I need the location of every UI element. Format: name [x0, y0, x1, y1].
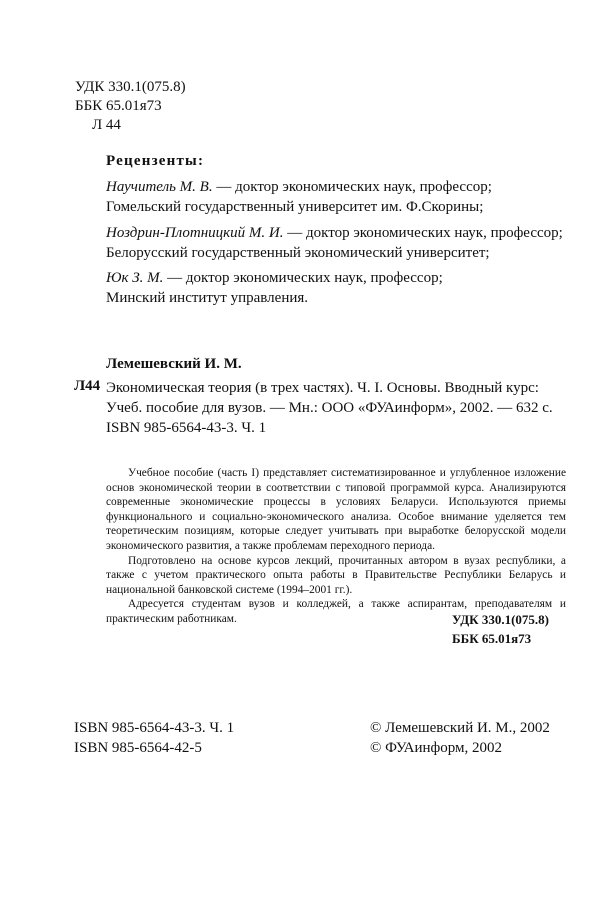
bib-line: Экономическая теория (в трех частях). Ч. I. Основы. Вводный курс:	[106, 380, 539, 396]
author-mark: Л 44	[92, 117, 121, 133]
reviewer-entry	[106, 268, 443, 308]
reviewer-name: Ноздрин-Плотницкий М. И.	[106, 225, 284, 241]
record-code: Л44	[74, 378, 101, 394]
udk-code-bottom: УДК 330.1(075.8)	[452, 612, 550, 627]
reviewer-entry	[106, 177, 492, 217]
annotation-paragraph: Адресуется студентам вузов и колледжей, а также аспирантам, преподавателям и практическим работникам.	[106, 598, 566, 625]
reviewer-affiliation: Гомельский государственный университет им. Ф.Скорины;	[106, 199, 484, 215]
isbn-line: ISBN 985-6564-43-3. Ч. 1	[74, 720, 235, 736]
bib-line: Учеб. пособие для вузов. — Мн.: ООО «ФУАинформ», 2002. — 632 с.	[106, 400, 553, 416]
bibliographic-description	[106, 378, 553, 438]
bbk-code: ББК 65.01я73	[75, 98, 162, 114]
copyright-line: © ФУАинформ, 2002	[370, 740, 502, 756]
copyright-block	[370, 718, 550, 758]
record-author: Лемешевский И. М.	[106, 356, 242, 372]
udk-code: УДК 330.1(075.8)	[75, 79, 186, 95]
reviewer-affiliation: Белорусский государственный экономический университет;	[106, 245, 490, 261]
classification-bottom	[452, 610, 549, 648]
bib-line: ISBN 985-6564-43-3. Ч. 1	[106, 420, 267, 436]
reviewer-title: — доктор экономических наук, профессор;	[283, 225, 563, 241]
reviewer-name: Юк З. М.	[106, 270, 164, 286]
annotation-paragraph: Подготовлено на основе курсов лекций, прочитанных автором в вузах республики, а также с учетом практического опыта работы в Правительстве Республики Беларусь и национальной банковской системе (1994–2001 гг.).	[106, 554, 566, 596]
isbn-line: ISBN 985-6564-42-5	[74, 740, 202, 756]
isbn-block	[74, 718, 234, 758]
reviewer-entry	[106, 223, 563, 263]
reviewer-name: Научитель М. В.	[106, 179, 213, 195]
reviewers-heading: Рецензенты:	[106, 153, 205, 169]
annotation-paragraph: Учебное пособие (часть I) представляет систематизированное и углубленное изложение основ экономической теории в соответствии с типовой программой курса. Анализируются современные экономические процессы в условиях Беларуси. Используются приемы функционального и социально-экономического анализа. Особое внимание уделяется тем теоретическим позициям, которые следует учитывать при выработке белорусской модели экономического развития, а также проблемам переходного периода.	[106, 467, 566, 552]
reviewer-title: — доктор экономических наук, профессор;	[163, 270, 443, 286]
reviewer-title: — доктор экономических наук, профессор;	[212, 179, 492, 195]
reviewer-affiliation: Минский институт управления.	[106, 290, 309, 306]
classification-block	[75, 78, 186, 135]
bbk-code-bottom: ББК 65.01я73	[452, 631, 532, 646]
copyright-line: © Лемешевский И. М., 2002	[370, 720, 550, 736]
annotation	[106, 466, 566, 627]
